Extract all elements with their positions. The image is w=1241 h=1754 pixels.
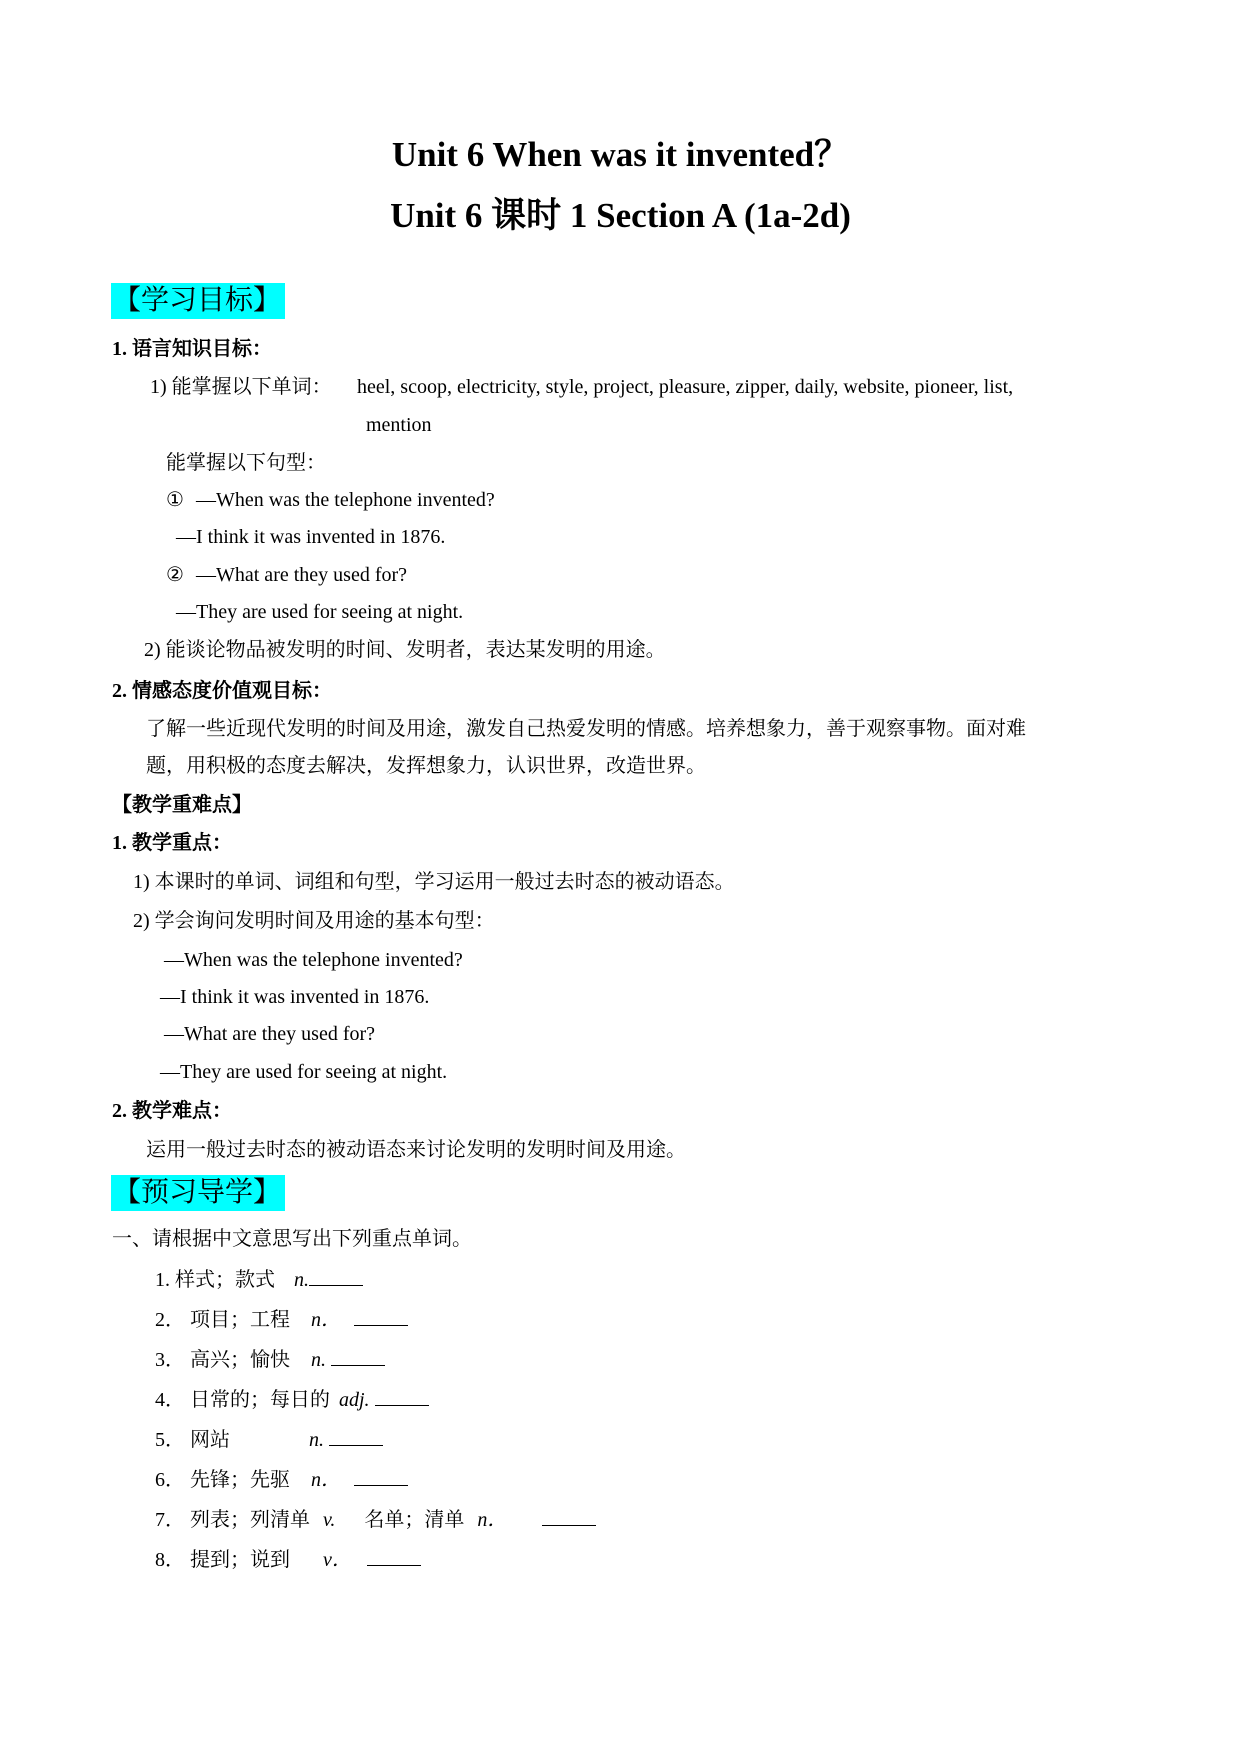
item-number: 4． [155,1389,185,1411]
item-number: 3． [155,1349,185,1371]
pattern-2-answer: —They are used for seeing at night. [176,601,464,623]
answer-blank[interactable] [375,1385,429,1406]
emotion-goal-line-1: 了解一些近现代发明的时间及用途，激发自己热爱发明的情感。培养想象力，善于观察事物。面对难 [146,718,1026,740]
item-pos: adj. [339,1389,370,1411]
list-item [155,1465,408,1493]
item-pos: v． [323,1549,352,1571]
item-number: 7． [155,1509,185,1531]
list-item [155,1505,596,1533]
item-number: 2． [155,1309,185,1331]
item-pos: n． [311,1309,341,1331]
item-meaning-2: 名单；清单 [364,1509,465,1531]
list-item [155,1385,429,1413]
item-number: 8． [155,1549,185,1571]
emotion-goal-heading: 2. 情感态度价值观目标： [112,680,332,702]
item-meaning: 先锋；先驱 [190,1469,290,1491]
vocab-line-2: mention [366,414,432,436]
section-heading-goals: 【学习目标】 [111,283,285,319]
item-number: 1. [155,1269,170,1291]
item-meaning: 高兴；愉快 [190,1349,290,1371]
answer-blank[interactable] [542,1505,596,1526]
list-item [155,1265,363,1293]
focus-heading: 1. 教学重点： [112,832,232,854]
item-number: 5． [155,1429,185,1451]
item-pos-2: n． [477,1509,508,1531]
section-heading-preview: 【预习导学】 [111,1175,285,1211]
lang-goal-heading: 1. 语言知识目标： [112,338,272,360]
emotion-goal-line-2: 题，用积极的态度去解决，发挥想象力，认识世界，改造世界。 [146,755,706,777]
focus-sentence-1: —When was the telephone invented? [164,949,463,971]
item-meaning: 日常的；每日的 [190,1389,330,1411]
focus-sentence-4: —They are used for seeing at night. [160,1061,448,1083]
section-heading-keypoints: 【教学重难点】 [112,794,252,816]
preview-instruction: 一、请根据中文意思写出下列重点单词。 [112,1228,472,1250]
item-pos: n. [309,1429,324,1451]
answer-blank[interactable] [354,1465,408,1486]
item-meaning: 列表；列清单 [190,1509,310,1531]
answer-blank[interactable] [309,1265,363,1286]
pattern-1-question: —When was the telephone invented? [196,489,495,511]
answer-blank[interactable] [354,1305,408,1326]
list-item [155,1345,385,1373]
item-pos: n. [294,1269,309,1291]
focus-item-2: 2) 学会询问发明时间及用途的基本句型： [133,910,495,932]
page-title: Unit 6 When was it invented？ [391,135,850,174]
item-meaning: 网站 [190,1429,230,1451]
item-pos: n. [311,1349,326,1371]
answer-blank[interactable] [331,1345,385,1366]
item-meaning: 样式；款式 [175,1269,275,1291]
answer-blank[interactable] [329,1425,383,1446]
item-number: 6． [155,1469,185,1491]
focus-sentence-3: —What are they used for? [164,1023,376,1045]
page-subtitle: Unit 6 课时 1 Section A (1a-2d) [390,196,851,235]
item-pos: n． [311,1469,341,1491]
vocab-line-1: heel, scoop, electricity, style, project, pleasure, zipper, daily, website, pioneer, list, [357,376,1014,398]
focus-item-1: 1) 本课时的单词、词组和句型，学习运用一般过去时态的被动语态。 [133,871,735,893]
vocab-label: 1) 能掌握以下单词： [150,376,332,398]
pattern-1-marker: ① [166,489,184,511]
pattern-1-answer: —I think it was invented in 1876. [176,526,446,548]
pattern-2-marker: ② [166,564,184,586]
focus-sentence-2: —I think it was invented in 1876. [160,986,430,1008]
list-item [155,1545,421,1573]
skill-goal: 2) 能谈论物品被发明的时间、发明者，表达某发明的用途。 [144,639,666,661]
item-meaning: 项目；工程 [190,1309,290,1331]
list-item [155,1425,383,1453]
item-pos: v. [323,1509,336,1531]
difficulty-heading: 2. 教学难点： [112,1100,232,1122]
pattern-2-question: —What are they used for? [196,564,408,586]
difficulty-text: 运用一般过去时态的被动语态来讨论发明的发明时间及用途。 [146,1139,686,1161]
item-meaning: 提到；说到 [190,1549,290,1571]
list-item [155,1305,408,1333]
answer-blank[interactable] [367,1545,421,1566]
patterns-label: 能掌握以下句型： [166,452,326,474]
